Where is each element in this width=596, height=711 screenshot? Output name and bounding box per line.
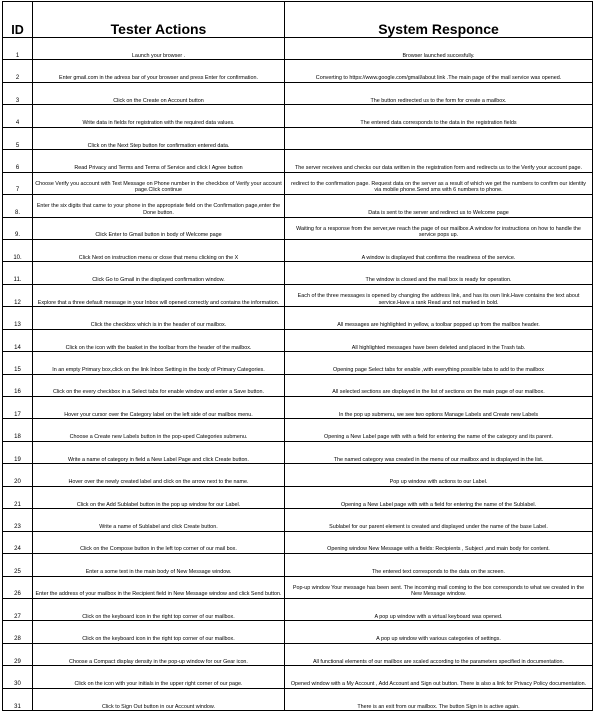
row-id: 4 [3, 105, 33, 127]
tester-action-cell: Click on the icon with the basket in the toolbar from the header of the mailbox. [33, 329, 285, 351]
row-id: 7 [3, 172, 33, 194]
row-id: 6 [3, 150, 33, 172]
tester-action-cell: Click on the Add Sublabel button in the pop up window for our Label. [33, 486, 285, 508]
tester-action-cell: Click Next on instruction menu or close that menu clicking on the X [33, 239, 285, 261]
table-row [3, 262, 593, 284]
tester-action-cell: Click Enter to Gmail button in body of Welcome page [33, 217, 285, 239]
system-response-cell: The entered text corresponds to the data on the screen. [285, 554, 593, 576]
tester-action-cell: Read Privacy and Terms and Terms of Service and click I Agree button [33, 150, 285, 172]
tester-action-cell: Choose a Compact display density in the pop-up window for our Gear icon. [33, 643, 285, 665]
table-row [3, 621, 593, 643]
row-id: 12 [3, 284, 33, 306]
tester-action-cell: Explore that a three default message in your Inbox will opened correctly and contains the information. [33, 284, 285, 306]
test-case-table [2, 1, 593, 711]
system-response-cell: redirect to the confirmation page. Request data on the server as a result of which we get the numbers to confirm our identity via mobile phone.Send sms with 6 numbers to phone. [285, 172, 593, 194]
table-row [3, 688, 593, 710]
tester-action-cell: Click Go to Gmail in the displayed confirmation window. [33, 262, 285, 284]
tester-action-cell: Choose Verify you account with Text Message on Phone number in the checkbox of Verify your account page.Click continue [33, 172, 285, 194]
row-id: 1 [3, 38, 33, 60]
tester-action-cell: Click on the Compose button in the left top corner of our mail box. [33, 531, 285, 553]
row-id: 8. [3, 195, 33, 217]
row-id: 31 [3, 688, 33, 710]
system-response-cell: The server receives and checks our data written in the registration form and redirects us to the Verify your account page. [285, 150, 593, 172]
tester-action-cell: Write data in fields for registration with the required data values. [33, 105, 285, 127]
row-id: 10. [3, 239, 33, 261]
table-row [3, 554, 593, 576]
table-row [3, 307, 593, 329]
system-response-cell: Opening window New Message with a fields: Recipients , Subject ,and main body for content. [285, 531, 593, 553]
table-row [3, 509, 593, 531]
table-row [3, 643, 593, 665]
tester-action-cell: Click on the Create on Account button [33, 82, 285, 104]
table-row [3, 60, 593, 82]
system-response-cell: Pop up window with actions to our Label. [285, 464, 593, 486]
row-id: 19 [3, 441, 33, 463]
system-response-cell: The window is closed and the mail box is ready for operation. [285, 262, 593, 284]
tester-action-cell: Click the checkbox which is in the header of our mailbox. [33, 307, 285, 329]
header-system-response: System Responce [285, 2, 593, 38]
system-response-cell: All functional elements of our mailbox are scaled according to the parameters specified in documentation. [285, 643, 593, 665]
row-id: 30 [3, 666, 33, 688]
system-response-cell: Opened window with a My Account , Add Account and Sign out button. There is also a link for Privacy Policy documentation. [285, 666, 593, 688]
system-response-cell: Each of the three messages is opened by changing the address link, and has its own link.Have contains the text about service.Have a rank Read and not marked in bold. [285, 284, 593, 306]
tester-action-cell: Enter a some text in the main body of New Message window. [33, 554, 285, 576]
system-response-cell: All highlighted messages have been deleted and placed in the Trash tab. [285, 329, 593, 351]
system-response-cell: The entered data corresponds to the data in the registration fields [285, 105, 593, 127]
tester-action-cell: Enter gmail.com in the adress bar of your browser and press Enter for confirmation. [33, 60, 285, 82]
system-response-cell: Opening a New Label page with with a field for entering the name of the category and its parent. [285, 419, 593, 441]
header-id: ID [3, 2, 33, 38]
table-header-row [3, 2, 593, 38]
table-row [3, 419, 593, 441]
tester-action-cell: Click on the icon with your initials in the upper right corner of our page. [33, 666, 285, 688]
system-response-cell: The button redirected us to the form for create a mailbox. [285, 82, 593, 104]
system-response-cell: There is an exit from our mailbox. The button Sign in is active again. [285, 688, 593, 710]
system-response-cell: Opening a New Label page with with a field for entering the name of the Sublabel. [285, 486, 593, 508]
tester-action-cell: Click on the every checkbox in a Select tabs for enable window and enter a Save button. [33, 374, 285, 396]
row-id: 17 [3, 397, 33, 419]
tester-action-cell: Click on the keyboard icon in the right top corner of our mailbox. [33, 598, 285, 620]
row-id: 29 [3, 643, 33, 665]
tester-action-cell: Write a name of category in field a New Label Page and click Create button. [33, 441, 285, 463]
system-response-cell: The named category was created in the menu of our mailbox and is displayed in the list. [285, 441, 593, 463]
row-id: 2 [3, 60, 33, 82]
tester-action-cell: Click on the Next Step button for confirmation entered data. [33, 127, 285, 149]
row-id: 9. [3, 217, 33, 239]
tester-action-cell: Choose a Create new Labels button in the pop-uped Categories submenu. [33, 419, 285, 441]
tester-action-cell: Hover your cursor over the Category label on the left side of our mailbox menu. [33, 397, 285, 419]
row-id: 28 [3, 621, 33, 643]
table-row [3, 441, 593, 463]
system-response-cell: In the pop up submenu, we see two options Manage Labels and Create new Labels [285, 397, 593, 419]
row-id: 27 [3, 598, 33, 620]
system-response-cell: Pop-up window Your message has been sent. The incoming mail coming to the box corresponds to what we created in the New Message window. [285, 576, 593, 598]
system-response-cell: A pop up window with various categories of settings. [285, 621, 593, 643]
row-id: 24 [3, 531, 33, 553]
table-row [3, 127, 593, 149]
row-id: 16 [3, 374, 33, 396]
row-id: 20 [3, 464, 33, 486]
tester-action-cell: Enter the address of your mailbox in the Recipient field in New Message window and click Send button. [33, 576, 285, 598]
system-response-cell: Opening page Select tabs for enable ,with everything possible tabs to add to the mailbox [285, 352, 593, 374]
tester-action-cell: Enter the six digits that came to your phone in the appropriate field on the Confirmation page,enter the Done button. [33, 195, 285, 217]
table-row [3, 464, 593, 486]
tester-action-cell: Write a name of Sublabel and click Create button. [33, 509, 285, 531]
tester-action-cell: In an empty Primary box,click on the link Inbox Setting in the body of Primary Categories. [33, 352, 285, 374]
table-row [3, 217, 593, 239]
tester-action-cell: Launch your browser . [33, 38, 285, 60]
table-row [3, 531, 593, 553]
row-id: 26 [3, 576, 33, 598]
row-id: 18 [3, 419, 33, 441]
table-row [3, 329, 593, 351]
table-row [3, 352, 593, 374]
table-row [3, 172, 593, 194]
row-id: 11. [3, 262, 33, 284]
system-response-cell: Data is sent to the server and redirect us to Welcome page [285, 195, 593, 217]
system-response-cell [285, 127, 593, 149]
system-response-cell: All selected sections are displayed in the list of sections on the main page of our mailbox. [285, 374, 593, 396]
system-response-cell: All messages are highlighted in yellow, a toolbar popped up from the mailbox header. [285, 307, 593, 329]
row-id: 21 [3, 486, 33, 508]
table-row [3, 195, 593, 217]
tester-action-cell: Hover over the newly created label and click on the arrow next to the name. [33, 464, 285, 486]
system-response-cell: Waiting for a response from the server,we reach the page of our mailbox.A window for instructions on how to handle the service pops up. [285, 217, 593, 239]
table-row [3, 82, 593, 104]
table-row [3, 284, 593, 306]
table-row [3, 486, 593, 508]
row-id: 5 [3, 127, 33, 149]
tester-action-cell: Click on the keyboard icon in the right top corner of our mailbox. [33, 621, 285, 643]
row-id: 15 [3, 352, 33, 374]
row-id: 13 [3, 307, 33, 329]
row-id: 23 [3, 509, 33, 531]
system-response-cell: Converting to https://www.google.com/gmail/about link .The main page of the mail service was opened. [285, 60, 593, 82]
row-id: 25 [3, 554, 33, 576]
table-row [3, 374, 593, 396]
table-row [3, 598, 593, 620]
system-response-cell: Sublabel for our parent element is created and displayed under the name of the base Label. [285, 509, 593, 531]
table-row [3, 105, 593, 127]
system-response-cell: A pop up window with a virtual keyboard was opened. [285, 598, 593, 620]
table-row [3, 576, 593, 598]
tester-action-cell: Click to Sign Out button in our Account window. [33, 688, 285, 710]
table-row [3, 150, 593, 172]
row-id: 3 [3, 82, 33, 104]
row-id: 14 [3, 329, 33, 351]
table-row [3, 239, 593, 261]
table-row [3, 397, 593, 419]
system-response-cell: A window is displayed that confirms the readiness of the service. [285, 239, 593, 261]
system-response-cell: Browser launched succesfully. [285, 38, 593, 60]
header-tester-actions: Tester Actions [33, 2, 285, 38]
table-row [3, 666, 593, 688]
table-row [3, 38, 593, 60]
